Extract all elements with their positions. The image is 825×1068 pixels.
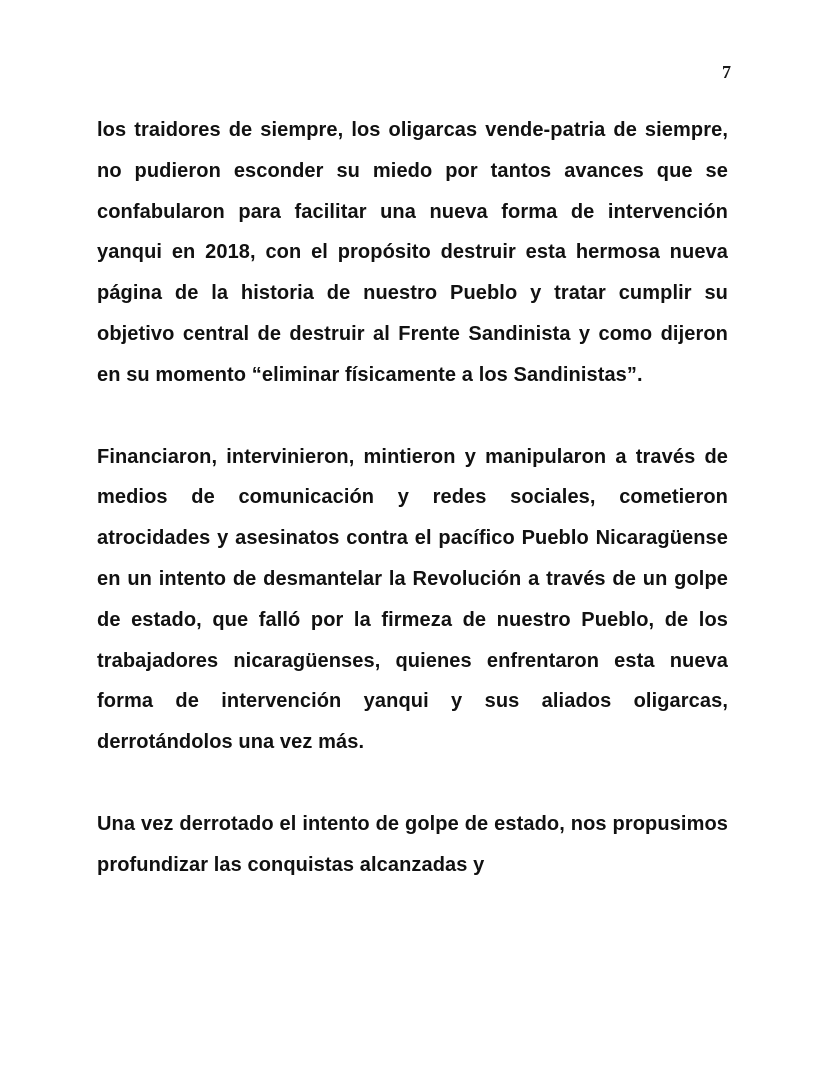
paragraph-3: Una vez derrotado el intento de golpe de estado, nos propusimos profundizar las conquistas alcanzadas y	[97, 812, 728, 876]
paragraph-1: los traidores de siempre, los oligarcas vende-patria de siempre, no pudieron esconder su miedo por tantos avances que se confabularon para facilitar una nueva forma de intervención yanqui en 2018, con el propósito destruir esta hermosa nueva página de la historia de nuestro Pueblo y tratar cumplir su objetivo central de destruir al Frente Sandinista y como dijeron en su momento “eliminar físicamente a los Sandinistas”.	[97, 119, 728, 386]
paragraph-2: Financiaron, intervinieron, mintieron y manipularon a través de medios de comunicación y redes sociales, cometieron atrocidades y asesinatos contra el pacífico Pueblo Nicaragüense en un intento de desmantelar la Revolución a través de un golpe de estado, que falló por la firmeza de nuestro Pueblo, de los trabajadores nicaragüenses, quienes enfrentaron esta nueva forma de intervención yanqui y sus aliados oligarcas, derrotándolos una vez más.	[97, 445, 728, 754]
document-body	[97, 110, 728, 886]
page-number: 7	[722, 62, 731, 82]
